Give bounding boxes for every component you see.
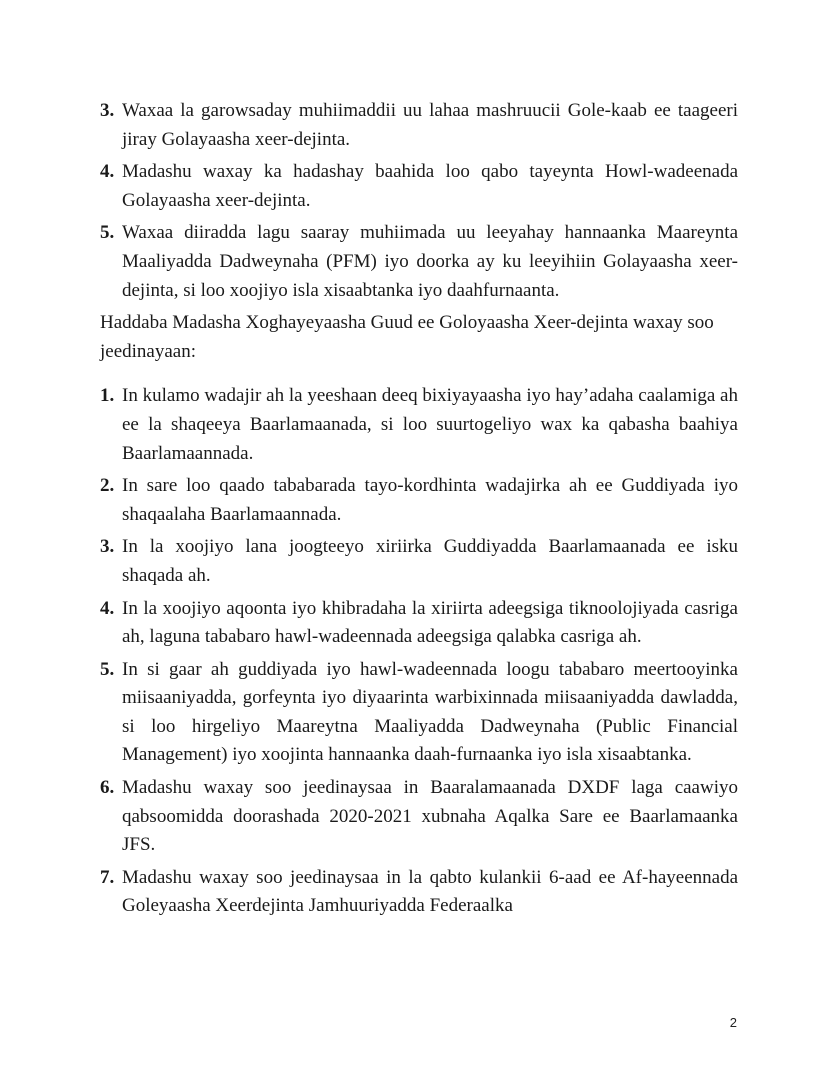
recommendations-list	[100, 382, 738, 921]
list-item	[100, 382, 738, 468]
item-text: Madashu waxay soo jeedinaysaa in Baaralamaanada DXDF laga caawiyo qabsoomidda doorashada 2020-2021 xubnaha Aqalka Sare ee Baarlamaanka JFS.	[122, 777, 738, 856]
item-text: In si gaar ah guddiyada iyo hawl-wadeennada loogu tababaro meertooyinka miisaaniyadda, gorfeynta iyo diyaarinta warbixinnada miisaaniyadda dawladda, si loo hirgeliyo Maareytna Maaliyadda Dadweynaha (Public Financial Management) iyo xoojinta hannaanka daah-furnaanka iyo isla xisaabtanka.	[122, 658, 738, 766]
item-number: 4.	[100, 161, 115, 183]
item-number: 2.	[100, 475, 115, 497]
item-text: Waxaa la garowsaday muhiimaddii uu lahaa mashruucii Gole-kaab ee taageeri jiray Golayaasha xeer-dejinta.	[122, 100, 738, 150]
list-item	[100, 97, 738, 154]
item-text: In kulamo wadajir ah la yeeshaan deeq bixiyayaasha iyo hay’adaha caalamiga ah ee la shaqeeya Baarlamaanada, si loo suurtogeliyo wax ka qabasha baahiya Baarlamaannada.	[122, 385, 738, 464]
list-item	[100, 533, 738, 590]
findings-list	[100, 97, 738, 305]
item-number: 5.	[100, 222, 115, 244]
item-text: In sare loo qaado tababarada tayo-kordhinta wadajirka ah ee Guddiyada iyo shaqaalaha Baarlamaannada.	[122, 475, 738, 525]
list-item	[100, 864, 738, 921]
item-text: Madashu waxay soo jeedinaysaa in la qabto kulankii 6-aad ee Af-hayeennada Goleyaasha Xeerdejinta Jamhuuriyadda Federaalka	[122, 866, 738, 917]
item-text: Waxaa diiradda lagu saaray muhiimada uu leeyahay hannaanka Maareynta Maaliyadda Dadweynaha (PFM) iyo doorka ay ku leeyihiin Golayaasha xeer-dejinta, si loo xoojiyo isla xisaabtanka iyo daahfurnaanta.	[122, 222, 738, 301]
item-number: 6.	[100, 777, 115, 799]
item-number: 4.	[100, 597, 115, 619]
item-text: In la xoojiyo aqoonta iyo khibradaha la xiriirta adeegsiga tiknoolojiyada casriga ah, laguna tababaro hawl-wadeennada adeegsiga qalabka casriga ah.	[122, 597, 738, 648]
page-number: 2	[729, 1015, 737, 1030]
item-number: 7.	[100, 866, 115, 888]
list-item	[100, 656, 738, 770]
list-item	[100, 595, 738, 652]
item-number: 5.	[100, 658, 115, 680]
item-text: Madashu waxay ka hadashay baahida loo qabo tayeynta Howl-wadeenada Golayaasha xeer-dejinta.	[122, 161, 738, 211]
recommendations-intro: Haddaba Madasha Xoghayeyaasha Guud ee Goloyaasha Xeer-dejinta waxay soo jeedinayaan:	[100, 312, 714, 362]
list-item	[100, 219, 738, 305]
item-number: 3.	[100, 536, 115, 558]
list-item	[100, 774, 738, 860]
item-text: In la xoojiyo lana joogteeyo xiriirka Guddiyadda Baarlamaanada ee isku shaqada ah.	[122, 536, 738, 586]
page-content	[100, 97, 738, 925]
item-number: 3.	[100, 100, 115, 121]
list-item	[100, 472, 738, 529]
list-item	[100, 158, 738, 215]
item-number: 1.	[100, 385, 115, 407]
